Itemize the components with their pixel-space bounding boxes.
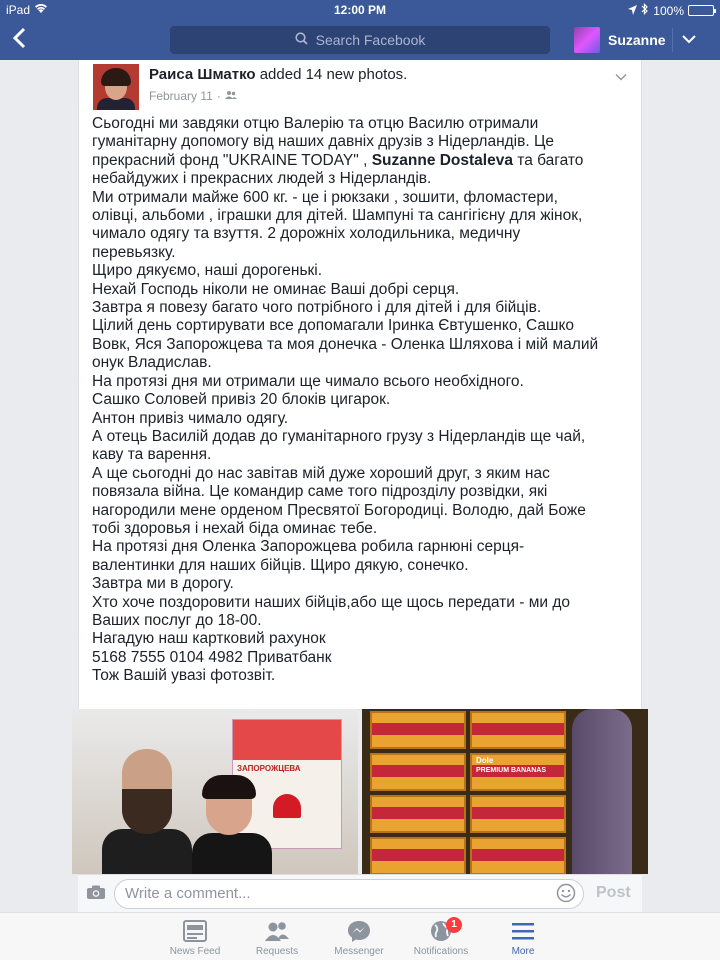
post-line: Цілий день сортирувати все допомагали Іринка Євтушенко, Сашко [92, 317, 575, 335]
post-line: Тож Вашій увазі фотозвіт. [92, 667, 276, 685]
friend-requests-icon [264, 919, 290, 943]
battery-icon [688, 5, 714, 16]
author-avatar[interactable] [93, 64, 139, 110]
post-line: Антон привіз чимало одягу. [92, 409, 289, 427]
person-priest [102, 749, 192, 874]
post-line: А отець Василій додав до гуманітарного грузу з Нідерландів ще чай, [92, 427, 586, 445]
back-button[interactable] [12, 27, 36, 53]
post-line: нагородили мене орденом Пресвятої Богородиці. Володю, дай Боже [92, 501, 586, 519]
post-action: added 14 new photos. [255, 66, 408, 83]
status-time: 12:00 PM [333, 3, 387, 17]
post-line: Ваших послуг до 18-00. [92, 611, 262, 629]
post-line: Сьогодні ми завдяки отцю Валерію та отцю Василю отримали [92, 115, 539, 132]
user-avatar [574, 27, 600, 53]
calendar-title: ЗАПОРОЖЦЕВА [237, 764, 301, 773]
post-line: Завтра я повезу багато чого потрібного і для дітей і для бійців. [92, 299, 542, 317]
post-line: повязала війна. Це командир саме того підрозділу розвідки, які [92, 483, 548, 501]
post-line: небайдужих і прекрасних людей з Нідерландів. [92, 170, 432, 188]
person-woman [192, 779, 272, 874]
tab-label: Messenger [334, 946, 384, 957]
tab-notifications[interactable] [406, 919, 476, 957]
post-line: Нагадую наш картковий рахунок [92, 630, 326, 648]
post-date[interactable]: February 11 [149, 89, 213, 103]
search-placeholder: Search Facebook [315, 32, 426, 48]
post-options-chevron-icon[interactable] [615, 68, 627, 84]
box-label: Dole PREMIUM BANANAS [470, 753, 566, 791]
post-line: онук Владислав. [92, 354, 212, 372]
post-line: валентинки для наших бійців. Щиро дякую, сонечко. [92, 556, 469, 574]
post-line: олівці, альбоми , іграшки для дітей. Шампуні та сангігієну для жінок, [92, 207, 583, 225]
tab-more[interactable] [488, 919, 558, 957]
messenger-icon [346, 919, 372, 943]
post-line: Сашко Соловей привіз 20 блоків цигарок. [92, 391, 391, 409]
top-navigation-bar [0, 0, 720, 60]
post-line: Вовк, Яся Запорожцева та моя донечка - Оленка Шляхова і мій малий [92, 335, 599, 353]
tab-label: More [511, 946, 535, 957]
menu-icon [510, 919, 536, 943]
status-right [628, 3, 714, 18]
post-meta: February 11 · [149, 89, 237, 103]
photo-grid [72, 709, 648, 874]
post-header [149, 66, 407, 83]
battery-percent: 100% [653, 3, 684, 18]
user-profile-button[interactable] [574, 26, 666, 54]
post-line: Завтра ми в дорогу. [92, 575, 234, 593]
menu-chevron-down-icon[interactable] [682, 28, 696, 49]
post-line: На протязі дня ми отримали ще чимало всього необхідного. [92, 372, 524, 390]
post-line: каву та варення. [92, 446, 212, 464]
post-line: тобі здоровья і нехай біда оминає тебе. [92, 519, 378, 537]
post-line: Нехай Господь ніколи не оминає Ваші добрі серця. [92, 280, 460, 298]
tab-requests[interactable] [242, 919, 312, 957]
post-line: перевьязку. [92, 243, 176, 261]
bluetooth-icon [641, 3, 649, 18]
post-line: 5168 7555 0104 4982 Приватбанк [92, 648, 332, 666]
post-line: Ми отримали майже 600 кг. - це і рюкзаки , зошити, фломастери, [92, 188, 558, 206]
bottom-tab-bar [0, 912, 720, 960]
notification-badge: 1 [446, 917, 462, 933]
mention-link[interactable]: Suzanne Dostaleva [371, 151, 513, 169]
post-line: Хто хоче поздоровити наших бійців,або ще щось передати - ми до [92, 593, 571, 611]
location-icon [628, 4, 637, 18]
nav-divider [672, 28, 673, 52]
tab-label: Requests [255, 946, 299, 957]
tab-messenger[interactable] [324, 919, 394, 957]
device-name: iPad [6, 3, 31, 17]
tab-label: Notifications [413, 946, 469, 957]
author-name[interactable]: Раиса Шматко [149, 66, 256, 83]
post-line-with-mention: прекрасний фонд "UKRAINE TODAY" , Suzanne Dostaleva та багато [92, 151, 584, 169]
post-line: Щиро дякуємо, наші дорогенькі. [92, 262, 323, 280]
tab-news-feed[interactable] [160, 919, 230, 957]
post-line: А ще сьогодні до нас завітав мій дуже хороший друг, з яким нас [92, 464, 550, 482]
person-standing [572, 709, 632, 874]
comment-bar [78, 874, 642, 912]
camera-icon[interactable] [86, 884, 106, 900]
photo-banana-boxes[interactable] [362, 709, 648, 874]
tab-label: News Feed [169, 946, 221, 957]
comment-input[interactable] [114, 879, 584, 909]
post-body [92, 115, 632, 686]
comment-placeholder: Write a comment... [125, 885, 251, 902]
friends-privacy-icon [225, 89, 237, 103]
news-feed-icon [182, 919, 208, 943]
search-bar[interactable] [170, 26, 550, 54]
post-comment-button[interactable]: Post [596, 884, 631, 901]
status-bar [0, 0, 720, 20]
post-line: На протязі дня Оленка Запорожцева робила гарнюні серця- [92, 538, 525, 556]
post-line: чимало одягу та взуття. 2 дорожніх холодильника, медичну [92, 225, 521, 243]
post-line: гуманітарну допомогу від наших давніх друзів з Нідерландів. Це [92, 133, 555, 151]
user-name: Suzanne [608, 32, 666, 48]
post-card [78, 60, 642, 710]
search-icon [295, 32, 308, 48]
emoji-icon[interactable] [556, 883, 576, 908]
photo-priest-and-author[interactable] [72, 709, 358, 874]
